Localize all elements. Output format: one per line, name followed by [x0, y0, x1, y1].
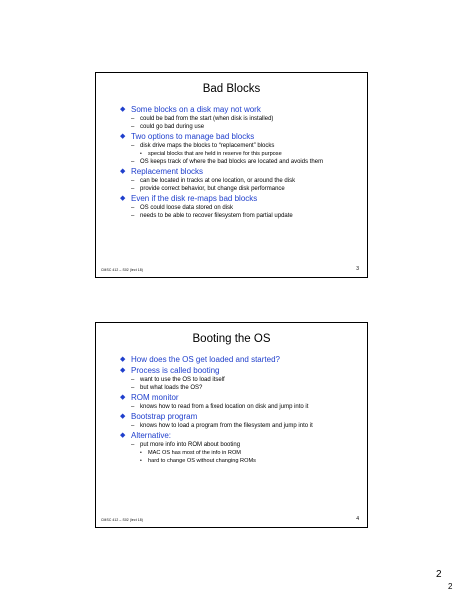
diamond-bullet-icon: ◆	[120, 356, 126, 363]
bullet-item	[120, 431, 361, 441]
dash-bullet-icon: –	[131, 116, 135, 122]
diamond-bullet-icon: ◆	[120, 106, 126, 113]
diamond-bullet-icon: ◆	[120, 432, 126, 439]
bullet-text: OS keeps track of where the bad blocks are located and avoids them	[140, 159, 324, 165]
sub-bullet-item	[120, 150, 361, 158]
sub-bullet-item	[120, 177, 361, 185]
sub-bullet-item	[120, 376, 361, 384]
bullet-text: could be bad from the start (when disk is installed)	[140, 116, 274, 122]
dash-bullet-icon: –	[131, 442, 135, 448]
slide-bad-blocks	[95, 72, 368, 278]
bullet-text: could go bad during use	[140, 124, 205, 130]
bullet-text: How does the OS get loaded and started?	[131, 355, 280, 364]
dot-bullet-icon: •	[140, 458, 142, 464]
bullet-text: but what loads the OS?	[140, 385, 203, 391]
bullet-item	[120, 105, 361, 115]
bullet-item	[120, 132, 361, 142]
sub-bullet-item	[120, 115, 361, 123]
bullet-item	[120, 366, 361, 376]
diamond-bullet-icon: ◆	[120, 168, 126, 175]
sub-bullet-item	[120, 123, 361, 131]
dash-bullet-icon: –	[131, 178, 135, 184]
bullet-item	[120, 355, 361, 365]
bullet-text: can be located in tracks at one location, or around the disk	[140, 178, 296, 184]
diamond-bullet-icon: ◆	[120, 413, 126, 420]
slide-body	[120, 104, 361, 220]
diamond-bullet-icon: ◆	[120, 195, 126, 202]
bullet-text: knows how to load a program from the filesystem and jump into it	[140, 423, 313, 429]
slide-body	[120, 354, 361, 465]
bullet-item	[120, 412, 361, 422]
bullet-text: disk drive maps the blocks to “replacement” blocks	[140, 143, 275, 149]
page-number: 2	[436, 569, 442, 580]
bullet-text: knows how to read from a fixed location on disk and jump into it	[140, 404, 309, 410]
slide-title: Bad Blocks	[202, 83, 261, 95]
slide-number: 3	[356, 266, 359, 272]
sub-bullet-item	[120, 384, 361, 392]
bullet-text: Alternative:	[131, 431, 172, 440]
sub-bullet-item	[120, 142, 361, 150]
dash-bullet-icon: –	[131, 159, 135, 165]
dot-bullet-icon: •	[140, 151, 142, 157]
dash-bullet-icon: –	[131, 377, 135, 383]
bullet-text: Even if the disk re-maps bad blocks	[131, 194, 258, 203]
diamond-bullet-icon: ◆	[120, 367, 126, 374]
bullet-item	[120, 167, 361, 177]
slide-footer: CMSC 412 – S02 (lect 18)	[101, 268, 143, 272]
sub-bullet-item	[120, 185, 361, 193]
sub-bullet-item	[120, 422, 361, 430]
bullet-item	[120, 393, 361, 403]
bullet-text: hard to change OS without changing ROMs	[148, 458, 256, 464]
sub-bullet-item	[120, 403, 361, 411]
bullet-text: Bootstrap program	[131, 412, 198, 421]
bullet-text: Two options to manage bad blocks	[131, 132, 255, 141]
diamond-bullet-icon: ◆	[120, 394, 126, 401]
bullet-text: needs to be able to recover filesystem from partial update	[140, 213, 293, 219]
slide-footer: CMSC 412 – S02 (lect 18)	[101, 518, 143, 522]
dash-bullet-icon: –	[131, 213, 135, 219]
bullet-text: Process is called booting	[131, 366, 220, 375]
bullet-text: Some blocks on a disk may not work	[131, 105, 261, 114]
slide-booting-the-os	[95, 322, 368, 528]
bullet-text: want to use the OS to load itself	[140, 377, 225, 383]
bullet-text: OS could loose data stored on disk	[140, 205, 234, 211]
bullet-text: put more info into ROM about booting	[140, 442, 241, 448]
sub-bullet-item	[120, 204, 361, 212]
bullet-text: special blocks that are held in reserve for this purpose	[148, 151, 282, 157]
dash-bullet-icon: –	[131, 385, 135, 391]
slide-number: 4	[356, 516, 359, 522]
page-sub-number: 2	[448, 582, 453, 591]
bullet-text: MAC OS has most of the info in ROM	[148, 450, 241, 456]
slide-title: Booting the OS	[192, 333, 271, 345]
sub-bullet-item	[120, 449, 361, 457]
dash-bullet-icon: –	[131, 205, 135, 211]
sub-bullet-item	[120, 158, 361, 166]
dash-bullet-icon: –	[131, 124, 135, 130]
bullet-text: ROM monitor	[131, 393, 179, 402]
sub-bullet-item	[120, 457, 361, 465]
dash-bullet-icon: –	[131, 404, 135, 410]
bullet-text: provide correct behavior, but change disk performance	[140, 186, 285, 192]
dash-bullet-icon: –	[131, 423, 135, 429]
dot-bullet-icon: •	[140, 450, 142, 456]
sub-bullet-item	[120, 441, 361, 449]
dash-bullet-icon: –	[131, 143, 135, 149]
diamond-bullet-icon: ◆	[120, 133, 126, 140]
bullet-text: Replacement blocks	[131, 167, 204, 176]
dash-bullet-icon: –	[131, 186, 135, 192]
sub-bullet-item	[120, 212, 361, 220]
bullet-item	[120, 194, 361, 204]
